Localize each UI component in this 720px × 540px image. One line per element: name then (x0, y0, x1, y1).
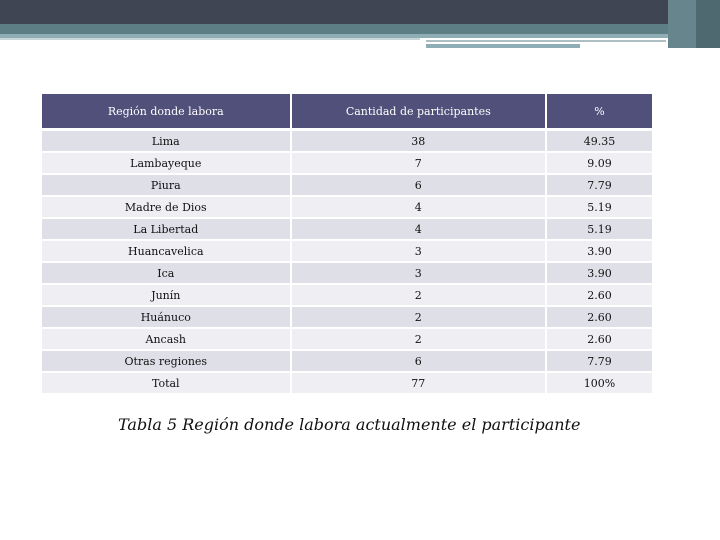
top-band-dark (0, 0, 720, 24)
cell-percent: 49.35 (547, 131, 654, 153)
cell-percent: 2.60 (547, 285, 654, 307)
cell-percent: 2.60 (547, 329, 654, 351)
cell-region: Huánuco (42, 307, 292, 329)
table-row (42, 131, 654, 153)
cell-count: 4 (292, 197, 547, 219)
table-row (42, 351, 654, 373)
table-row (42, 197, 654, 219)
top-band-teal (0, 24, 720, 34)
cell-count: 6 (292, 351, 547, 373)
cell-count: 7 (292, 153, 547, 175)
accent-line (426, 40, 666, 42)
cell-region: Huancavelica (42, 241, 292, 263)
cell-percent: 9.09 (547, 153, 654, 175)
cell-count: 6 (292, 175, 547, 197)
table-row (42, 329, 654, 351)
table-row (42, 153, 654, 175)
cell-count: 4 (292, 219, 547, 241)
cell-count: 77 (292, 373, 547, 395)
cell-percent: 3.90 (547, 241, 654, 263)
table-caption: Tabla 5 Región donde labora actualmente el participante (118, 415, 581, 434)
table-row (42, 175, 654, 197)
cell-percent: 5.19 (547, 219, 654, 241)
cell-region: Lima (42, 131, 292, 153)
header-count: Cantidad de participantes (292, 94, 547, 131)
cell-percent: 7.79 (547, 175, 654, 197)
table-row (42, 263, 654, 285)
table-header-row (42, 94, 654, 131)
cell-percent: 5.19 (547, 197, 654, 219)
header-region: Región donde labora (42, 94, 292, 131)
cell-region: Otras regiones (42, 351, 292, 373)
cell-region: Lambayeque (42, 153, 292, 175)
cell-region: Piura (42, 175, 292, 197)
table-row (42, 307, 654, 329)
cell-region: La Libertad (42, 219, 292, 241)
cell-count: 2 (292, 307, 547, 329)
cell-count: 2 (292, 285, 547, 307)
cell-percent: 7.79 (547, 351, 654, 373)
cell-count: 2 (292, 329, 547, 351)
cell-region: Madre de Dios (42, 197, 292, 219)
cell-percent: 3.90 (547, 263, 654, 285)
top-right-block-inner (696, 0, 720, 48)
table-row-total (42, 373, 654, 395)
cell-percent: 2.60 (547, 307, 654, 329)
table-row (42, 241, 654, 263)
cell-percent: 100% (547, 373, 654, 395)
cell-region: Ancash (42, 329, 292, 351)
cell-count: 3 (292, 241, 547, 263)
table-row (42, 285, 654, 307)
cell-count: 3 (292, 263, 547, 285)
cell-region: Ica (42, 263, 292, 285)
accent-line (0, 38, 420, 40)
region-table (42, 94, 654, 395)
header-percent: % (547, 94, 654, 131)
cell-count: 38 (292, 131, 547, 153)
table-row (42, 219, 654, 241)
cell-region: Total (42, 373, 292, 395)
cell-region: Junín (42, 285, 292, 307)
accent-line (426, 44, 580, 48)
